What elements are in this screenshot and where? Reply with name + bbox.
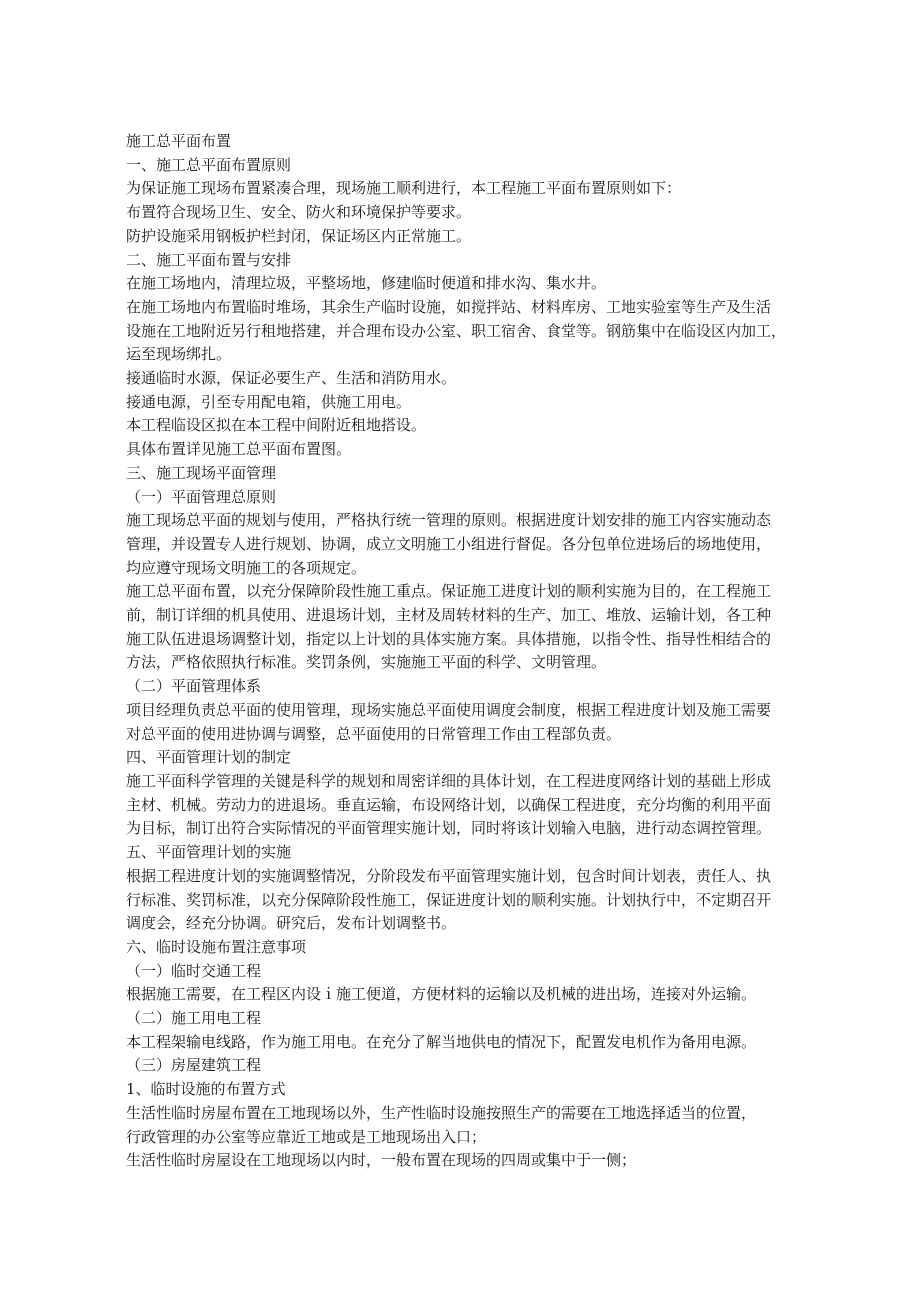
paragraph-line: 生活性临时房屋布置在工地现场以外，生产性临时设施按照生产的需要在工地选择适当的位置，	[126, 1103, 757, 1122]
paragraph-line: 布置符合现场卫生、安全、防火和环境保护等要求。	[126, 203, 472, 222]
subsection-heading: （二）平面管理体系	[126, 677, 262, 696]
document-title: 施工总平面布置	[126, 132, 232, 150]
paragraph-line: 均应遵守现场文明施工的各项规定。	[126, 558, 367, 577]
section-heading-6: 六、临时设施布置注意事项	[126, 937, 307, 956]
paragraph-line: 施工平面科学管理的关键是科学的规划和周密详细的具体计划，在工程进度网络计划的基础上形成	[126, 771, 772, 790]
section-heading-2: 二、施工平面布置与安排	[126, 250, 292, 269]
section-heading-3: 三、施工现场平面管理	[126, 463, 277, 482]
section-heading-1: 一、施工总平面布置原则	[126, 155, 292, 174]
paragraph-line: 生活性临时房屋设在工地现场以内时，一般布置在现场的四周或集中于一侧；	[126, 1151, 637, 1170]
paragraph-line: 行标准、奖罚标准，以充分保障阶段性施工，保证进度计划的顺利实施。计划执行中，不定期召开	[126, 890, 772, 909]
paragraph-line: 施工队伍进退场调整计划，指定以上计划的具体实施方案。具体措施，以指令性、指导性相结合的	[126, 629, 772, 648]
paragraph-line: 调度会，经充分协调。研究后，发布计划调整书。	[126, 914, 457, 933]
subsection-heading: （一）临时交通工程	[126, 961, 262, 980]
paragraph-line: 在施工场地内，清理垃圾，平整场地，修建临时便道和排水沟、集水井。	[126, 274, 607, 293]
paragraph-line: 接通临时水源，保证必要生产、生活和消防用水。	[126, 369, 457, 388]
paragraph-line: 在施工场地内布置临时堆场，其余生产临时设施，如搅拌站、材料库房、工地实验室等生产及生活	[126, 297, 772, 316]
paragraph-line: 施工现场总平面的规划与使用，严格执行统一管理的原则。根据进度计划安排的施工内容实施动态	[126, 511, 772, 530]
subsection-heading: （二）施工用电工程	[126, 1009, 262, 1028]
numbered-heading: 1、临时设施的布置方式	[126, 1080, 286, 1099]
paragraph-line: 方法，严格依照执行标准。奖罚条例，实施施工平面的科学、文明管理。	[126, 653, 607, 672]
paragraph-line: 为目标，制订出符合实际情况的平面管理实施计划，同时将该计划输入电脑，进行动态调控管理。	[126, 819, 772, 838]
paragraph-line: 前，制订详细的机具使用、进退场计划，主材及周转材料的生产、加工、堆放、运输计划，各工种	[126, 606, 772, 625]
paragraph-line: 接通电源，引至专用配电箱，供施工用电。	[126, 392, 412, 411]
paragraph-line: 运至现场绑扎。	[126, 345, 232, 364]
paragraph-line: 为保证施工现场布置紧凑合理，现场施工顺利进行，本工程施工平面布置原则如下：	[126, 179, 682, 198]
paragraph-line: 对总平面的使用进协调与调整，总平面使用的日常管理工作由工程部负责。	[126, 724, 622, 743]
subsection-heading: （一）平面管理总原则	[126, 487, 277, 506]
paragraph-line: 行政管理的办公室等应靠近工地或是工地现场出入口；	[126, 1127, 487, 1146]
paragraph-line: 具体布置详见施工总平面布置图。	[126, 440, 352, 459]
paragraph-line: 本工程架输电线路，作为施工用电。在充分了解当地供电的情况下，配置发电机作为备用电源。	[126, 1032, 757, 1051]
paragraph-line: 设施在工地附近另行租地搭建，并合理布设办公室、职工宿舍、食堂等。钢筋集中在临设区内加工，	[126, 321, 787, 340]
paragraph-line: 根据施工需要，在工程区内设ｉ施工便道，方便材料的运输以及机械的进出场，连接对外运输。	[126, 985, 757, 1004]
paragraph-line: 主材、机械。劳动力的进退场。垂直运输，布设网络计划，以确保工程进度，充分均衡的利用平面	[126, 795, 772, 814]
section-heading-4: 四、平面管理计划的制定	[126, 748, 292, 767]
paragraph-line: 施工总平面布置，以充分保障阶段性施工重点。保证施工进度计划的顺利实施为目的，在工程施工	[126, 582, 772, 601]
paragraph-line: 防护设施采用钢板护栏封闭，保证场区内正常施工。	[126, 226, 472, 245]
paragraph-line: 管理，并设置专人进行规划、协调，成立文明施工小组进行督促。各分包单位进场后的场地使用，	[126, 534, 772, 553]
document-body	[126, 130, 806, 1173]
paragraph-line: 根据工程进度计划的实施调整情况，分阶段发布平面管理实施计划，包含时间计划表，责任人、执	[126, 866, 772, 885]
section-heading-5: 五、平面管理计划的实施	[126, 843, 292, 862]
paragraph-line: 项目经理负责总平面的使用管理，现场实施总平面使用调度会制度，根据工程进度计划及施工需要	[126, 700, 772, 719]
subsection-heading: （三）房屋建筑工程	[126, 1056, 262, 1075]
paragraph-line: 本工程临设区拟在本工程中间附近租地搭设。	[126, 416, 427, 435]
